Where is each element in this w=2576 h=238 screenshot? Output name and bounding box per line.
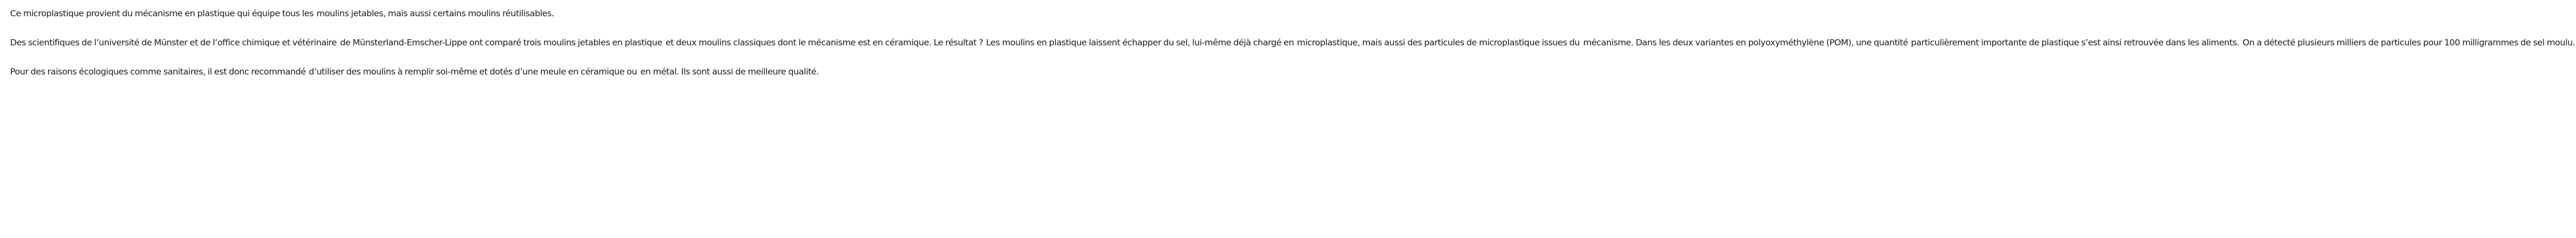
text-line: et deux moulins classiques dont le mécanisme est en céramique. Le résultat ? [665, 38, 983, 48]
text-line: de Münsterland-Emscher-Lippe ont comparé trois moulins jetables en plastique [340, 38, 662, 48]
text-line: moulins jetables, mais aussi certains moulins réutilisables. [317, 8, 555, 18]
text-line: Des scientifiques de l’université de Münster et de l’office chimique et vétérinaire [10, 38, 337, 48]
text-line: Les moulins en plastique laissent échapper du sel, lui-même déjà chargé en [986, 38, 1294, 48]
text-line: en métal. Ils sont aussi de meilleure qualité. [640, 67, 819, 77]
paragraph-study-results [10, 35, 2575, 50]
text-line: particulièrement importante de plastique s’est ainsi retrouvée dans les aliments. [1911, 38, 2239, 48]
text-line: Ce microplastique provient du mécanisme en plastique qui équipe tous les [10, 8, 314, 18]
text-line: Pour des raisons écologiques comme sanitaires, il est donc recommandé [10, 67, 306, 77]
paragraph-recommendation [10, 64, 819, 80]
text-line: d’utiliser des moulins à remplir soi-même et dotés d’une meule en céramique ou [309, 67, 638, 77]
text-line: microplastique, mais aussi des particules de microplastique issues du [1297, 38, 1580, 48]
text-line: mécanisme. Dans les deux variantes en polyoxyméthylène (POM), une quantité [1583, 38, 1908, 48]
text-line: On a détecté plusieurs milliers de particules pour 100 milligrammes de sel moulu. [2242, 38, 2575, 48]
paragraph-mechanism-source [10, 6, 555, 21]
